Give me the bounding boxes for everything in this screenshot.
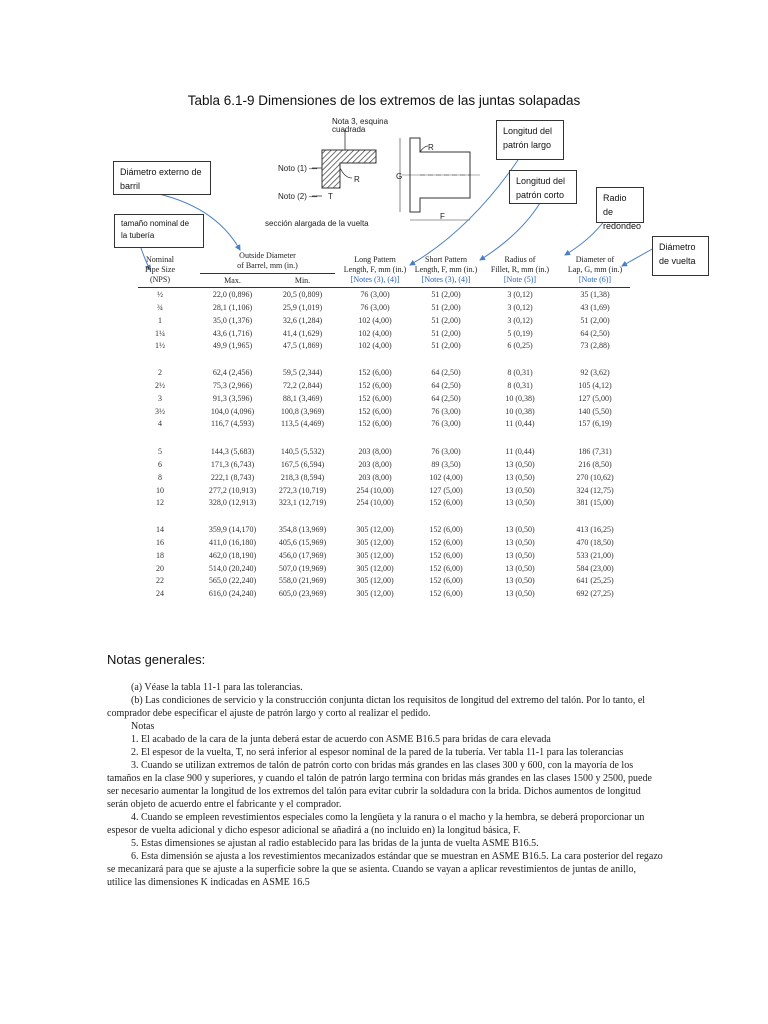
- cell-od-max: 43,6 (1,716): [212, 328, 253, 338]
- cell-lap-diameter: 641 (25,25): [576, 576, 614, 586]
- callout-fillet-radius: Radio de redondeo: [596, 187, 644, 223]
- cell-fillet-radius: 6 (0,25): [507, 341, 533, 351]
- cell-short-length: 51 (2,00): [431, 341, 461, 351]
- cell-od-max: 514,0 (20,240): [208, 563, 257, 573]
- cell-nps: 4: [158, 419, 162, 429]
- cell-lap-diameter: 51 (2,00): [580, 315, 610, 325]
- cell-od-max: 104,0 (4,096): [210, 406, 255, 416]
- cell-fillet-radius: 13 (0,50): [505, 485, 535, 495]
- figure-letter-r: R: [428, 143, 434, 152]
- cell-long-length: 254 (10,00): [356, 485, 394, 495]
- cell-long-length: 305 (12,00): [356, 589, 394, 599]
- cell-short-length: 152 (6,00): [429, 537, 463, 547]
- cell-long-length: 305 (12,00): [356, 550, 394, 560]
- cell-fillet-radius: 3 (0,12): [507, 315, 533, 325]
- cell-lap-diameter: 186 (7,31): [578, 447, 612, 456]
- cell-od-min: 72,2 (2,844): [282, 380, 323, 390]
- cell-lap-diameter: 533 (21,00): [576, 550, 614, 560]
- cell-od-min: 507,0 (19,969): [278, 563, 327, 573]
- cell-fillet-radius: 11 (0,44): [505, 447, 535, 456]
- cell-od-max: 411,0 (16,180): [208, 537, 257, 547]
- cell-long-length: 203 (8,00): [358, 447, 392, 456]
- cell-nps: 5: [158, 447, 162, 456]
- cell-lap-diameter: 105 (4,12): [578, 380, 612, 390]
- cell-fillet-radius: 13 (0,50): [505, 576, 535, 586]
- cell-short-length: 127 (5,00): [429, 485, 463, 495]
- cell-short-length: 76 (3,00): [431, 406, 461, 416]
- page-title: Tabla 6.1-9 Dimensiones de los extremos de las juntas solapadas: [187, 93, 581, 108]
- cell-od-max: 35,0 (1,376): [212, 315, 253, 325]
- cell-od-min: 88,1 (3,469): [282, 393, 323, 403]
- cell-od-max: 49,9 (1,965): [212, 341, 253, 351]
- cell-short-length: 89 (3,50): [431, 459, 461, 469]
- cell-nps: ½: [157, 290, 163, 299]
- callout-long-pattern: Longitud del patrón largo: [496, 120, 564, 160]
- cell-fillet-radius: 5 (0,19): [507, 328, 533, 338]
- cell-nps: 1½: [155, 341, 165, 351]
- cell-lap-diameter: 64 (2,50): [580, 328, 610, 338]
- cell-od-max: 359,9 (14,170): [208, 525, 257, 534]
- cell-fillet-radius: 11 (0,44): [505, 419, 535, 429]
- callout-outside-diameter: Diámetro externo de barril: [113, 161, 211, 195]
- cell-fillet-radius: 13 (0,50): [505, 525, 535, 534]
- header-fillet-radius: Radius of Fillet, R, mm (in.) [Note (5)]: [490, 255, 550, 284]
- cell-long-length: 102 (4,00): [358, 341, 392, 351]
- cell-lap-diameter: 127 (5,00): [578, 393, 612, 403]
- cell-od-max: 28,1 (1,106): [212, 302, 253, 312]
- figure-letter-t: T: [328, 192, 333, 201]
- cell-fillet-radius: 3 (0,12): [507, 302, 533, 312]
- cell-od-max: 565,0 (22,240): [208, 576, 257, 586]
- cell-nps: 3½: [155, 406, 165, 416]
- figure-letter-r: R: [354, 175, 360, 184]
- cell-short-length: 152 (6,00): [429, 589, 463, 599]
- note-paragraph: 4. Cuando se empleen revestimientos especiales como la lengüeta y la ranura o el macho y la hembra, se deberá proporcionar un espesor de vuelta adicional y dicho espesor adicional se añadirá a (no incluido en) la longitud básica, F.: [107, 812, 645, 836]
- cell-short-length: 152 (6,00): [429, 563, 463, 573]
- cell-long-length: 76 (3,00): [360, 290, 390, 299]
- cell-od-min: 59,5 (2,344): [282, 368, 323, 377]
- cell-od-min: 140,5 (5,532): [280, 447, 325, 456]
- cell-long-length: 152 (6,00): [358, 419, 392, 429]
- figure-letter-f: F: [440, 212, 445, 221]
- cell-nps: ¾: [157, 302, 163, 312]
- header-lap-diameter: Diameter of Lap, G, mm (in.) [Note (6)]: [567, 255, 623, 284]
- cell-od-min: 405,6 (15,969): [278, 537, 327, 547]
- cell-od-min: 456,0 (17,969): [278, 550, 327, 560]
- cell-nps: 14: [156, 525, 164, 534]
- note-paragraph: Notas: [131, 721, 155, 732]
- callout-lap-diameter: Diámetro de vuelta: [652, 236, 709, 276]
- cell-od-min: 41,4 (1,629): [282, 328, 323, 338]
- cell-long-length: 152 (6,00): [358, 380, 392, 390]
- cell-long-length: 152 (6,00): [358, 368, 392, 377]
- cell-od-min: 32,6 (1,284): [282, 315, 323, 325]
- cell-short-length: 152 (6,00): [429, 498, 463, 508]
- cell-short-length: 51 (2,00): [431, 315, 461, 325]
- notes-title: Notas generales:: [107, 652, 206, 667]
- cell-od-max: 62,4 (2,456): [212, 368, 253, 377]
- cell-long-length: 76 (3,00): [360, 302, 390, 312]
- cell-short-length: 51 (2,00): [431, 302, 461, 312]
- cell-short-length: 102 (4,00): [429, 472, 463, 482]
- cell-lap-diameter: 584 (23,00): [576, 563, 614, 573]
- cell-fillet-radius: 13 (0,50): [505, 498, 535, 508]
- cell-lap-diameter: 381 (15,00): [576, 498, 614, 508]
- cell-short-length: 64 (2,50): [431, 380, 461, 390]
- callout-nominal-size: tamaño nominal de la tubería: [114, 214, 204, 248]
- cell-fillet-radius: 10 (0,38): [505, 393, 535, 403]
- cell-fillet-radius: 13 (0,50): [505, 537, 535, 547]
- cell-lap-diameter: 270 (10,62): [576, 472, 614, 482]
- cell-long-length: 203 (8,00): [358, 472, 392, 482]
- cell-nps: 2: [158, 368, 162, 377]
- cell-od-min: 47,5 (1,869): [282, 341, 323, 351]
- cell-short-length: 76 (3,00): [431, 447, 461, 456]
- figure-caption: sección alargada de la vuelta: [265, 219, 369, 228]
- cell-long-length: 305 (12,00): [356, 563, 394, 573]
- header-outside-diameter: Outside Diameter of Barrel, mm (in.): [237, 251, 298, 270]
- cell-lap-diameter: 92 (3,62): [580, 368, 610, 377]
- cell-fillet-radius: 13 (0,50): [505, 472, 535, 482]
- cell-nps: 16: [156, 537, 164, 547]
- cell-od-max: 328,0 (12,913): [208, 498, 257, 508]
- cell-od-min: 20,5 (0,809): [282, 290, 323, 299]
- note-paragraph: 6. Esta dimensión se ajusta a los revestimientos mecanizados estándar que se muestran en ASME B16.5. La cara posterior del regazo se mecanizará para que se ajuste a la superficie sobre la que se asienta. Cuando se vayan a aplicar revestimientos de juntas de anillo, utilice las dimensiones K indicadas en ASME 16.5: [107, 851, 663, 888]
- cell-od-max: 91,3 (3,596): [212, 393, 253, 403]
- cell-short-length: 152 (6,00): [429, 550, 463, 560]
- cell-fillet-radius: 13 (0,50): [505, 563, 535, 573]
- cell-lap-diameter: 324 (12,75): [576, 485, 614, 495]
- lap-side-view: [400, 138, 480, 220]
- cell-fillet-radius: 8 (0,31): [507, 380, 533, 390]
- cell-od-max: 277,2 (10,913): [208, 485, 257, 495]
- cell-nps: 12: [156, 498, 164, 508]
- cell-short-length: 152 (6,00): [429, 576, 463, 586]
- cell-od-max: 616,0 (24,240): [208, 589, 257, 599]
- cell-nps: 6: [158, 459, 162, 469]
- note-paragraph: 2. El espesor de la vuelta, T, no será inferior al espesor nominal de la pared de la tubería. Ver tabla 11-1 para las tolerancias: [131, 747, 624, 758]
- cell-short-length: 51 (2,00): [431, 328, 461, 338]
- cell-lap-diameter: 73 (2,88): [580, 341, 610, 351]
- cell-od-min: 558,0 (21,969): [278, 576, 327, 586]
- cell-od-min: 323,1 (12,719): [278, 498, 327, 508]
- cell-long-length: 305 (12,00): [356, 576, 394, 586]
- cell-od-max: 462,0 (18,190): [208, 550, 257, 560]
- callout-short-pattern: Longitud del patrón corto: [509, 170, 577, 204]
- cell-od-min: 272,3 (10,719): [278, 485, 327, 495]
- cell-lap-diameter: 216 (8,50): [578, 459, 612, 469]
- header-nps: Nominal Pipe Size (NPS): [145, 255, 175, 284]
- cell-od-max: 75,3 (2,966): [212, 380, 253, 390]
- cell-long-length: 102 (4,00): [358, 315, 392, 325]
- lap-section-detail: [312, 130, 376, 196]
- cell-nps: 18: [156, 550, 164, 560]
- cell-nps: 20: [156, 563, 164, 573]
- cell-fillet-radius: 13 (0,50): [505, 550, 535, 560]
- cell-fillet-radius: 3 (0,12): [507, 290, 533, 299]
- cell-short-length: 64 (2,50): [431, 393, 461, 403]
- note-paragraph: (b) Las condiciones de servicio y la construcción conjunta dictan los requisitos de longitud del extremo del talón. Por lo tanto, el comprador debe especificar el ajuste de patrón largo y corto al realizar el pedido.: [107, 695, 646, 719]
- cell-lap-diameter: 413 (16,25): [576, 525, 614, 534]
- cell-nps: 2½: [155, 380, 165, 390]
- cell-long-length: 254 (10,00): [356, 498, 394, 508]
- figure-note-2: Noto (2) —: [278, 192, 318, 201]
- cell-od-max: 116,7 (4,593): [210, 419, 255, 429]
- cell-long-length: 305 (12,00): [356, 537, 394, 547]
- cell-od-min: 113,5 (4,469): [280, 419, 325, 429]
- cell-lap-diameter: 35 (1,38): [580, 290, 610, 299]
- cell-od-min: 218,3 (8,594): [280, 472, 325, 482]
- cell-od-min: 100,8 (3,969): [280, 406, 325, 416]
- note-paragraph: 1. El acabado de la cara de la junta deberá estar de acuerdo con ASME B16.5 para bridas de cara elevada: [131, 734, 551, 745]
- cell-od-min: 25,9 (1,019): [282, 302, 323, 312]
- cell-nps: 22: [156, 576, 164, 586]
- cell-nps: 1: [158, 315, 162, 325]
- cell-od-max: 171,3 (6,743): [210, 459, 255, 469]
- cell-nps: 1¼: [155, 328, 165, 338]
- cell-od-min: 354,8 (13,969): [278, 525, 327, 534]
- cell-fillet-radius: 13 (0,50): [505, 459, 535, 469]
- note-paragraph: 5. Estas dimensiones se ajustan al radio establecido para las bridas de la junta de vuelta ASME B16.5.: [131, 838, 539, 849]
- cell-lap-diameter: 157 (6,19): [578, 419, 612, 429]
- header-max: Max.: [224, 276, 241, 285]
- cell-lap-diameter: 692 (27,25): [576, 589, 614, 599]
- cell-lap-diameter: 43 (1,69): [580, 302, 610, 312]
- cell-fillet-radius: 8 (0,31): [507, 368, 533, 377]
- figure-letter-g: G: [396, 172, 403, 181]
- cell-nps: 10: [156, 485, 164, 495]
- header-long-pattern: Long Pattern Length, F, mm (in.) [Notes (3), (4)]: [343, 255, 407, 284]
- cell-long-length: 152 (6,00): [358, 406, 392, 416]
- figure-note-1: Noto (1) —: [278, 164, 318, 173]
- cell-long-length: 102 (4,00): [358, 328, 392, 338]
- cell-od-max: 222,1 (8,743): [210, 472, 255, 482]
- cell-od-min: 605,0 (23,969): [278, 589, 327, 599]
- cell-long-length: 305 (12,00): [356, 525, 394, 534]
- cell-short-length: 152 (6,00): [429, 525, 463, 534]
- cell-short-length: 51 (2,00): [431, 290, 461, 299]
- note-paragraph: (a) Véase la tabla 11-1 para las tolerancias.: [131, 682, 303, 693]
- figure-top-note: Nota 3, esquina cuadrada: [332, 117, 389, 134]
- header-min: Min.: [294, 276, 311, 285]
- cell-long-length: 203 (8,00): [358, 459, 392, 469]
- cell-short-length: 64 (2,50): [431, 368, 461, 377]
- cell-od-max: 144,3 (5,683): [210, 447, 255, 456]
- cell-fillet-radius: 13 (0,50): [505, 589, 535, 599]
- header-rule: [200, 273, 335, 274]
- cell-short-length: 76 (3,00): [431, 419, 461, 429]
- cell-lap-diameter: 140 (5,50): [578, 406, 612, 416]
- note-paragraph: 3. Cuando se utilizan extremos de talón de patrón corto con bridas más grandes en las clases 300 y 600, con la mayoría de los tamaños en la clase 900 y superiores, y cuando el talón de patrón largo termina con bridas más grandes en las clases 1500 y 2500, puede ser necesario aumentar la longitud de los extremos del talón para evitar cubrir la soldadura con la brida. Dichos aumentos de longitud serán objeto de acuerdo entre el fabricante y el comprador.: [107, 760, 652, 810]
- header-bottom-rule: [138, 287, 630, 288]
- cell-fillet-radius: 10 (0,38): [505, 406, 535, 416]
- cell-nps: 8: [158, 472, 162, 482]
- cell-nps: 3: [158, 393, 162, 403]
- cell-od-min: 167,5 (6,594): [280, 459, 325, 469]
- header-short-pattern: Short Pattern Length, F, mm (in.) [Notes (3), (4)]: [414, 255, 478, 284]
- notes-body: [107, 681, 663, 889]
- cell-lap-diameter: 470 (18,50): [576, 537, 614, 547]
- cell-nps: 24: [156, 589, 164, 599]
- cell-long-length: 152 (6,00): [358, 393, 392, 403]
- cell-od-max: 22,0 (0,896): [212, 290, 253, 299]
